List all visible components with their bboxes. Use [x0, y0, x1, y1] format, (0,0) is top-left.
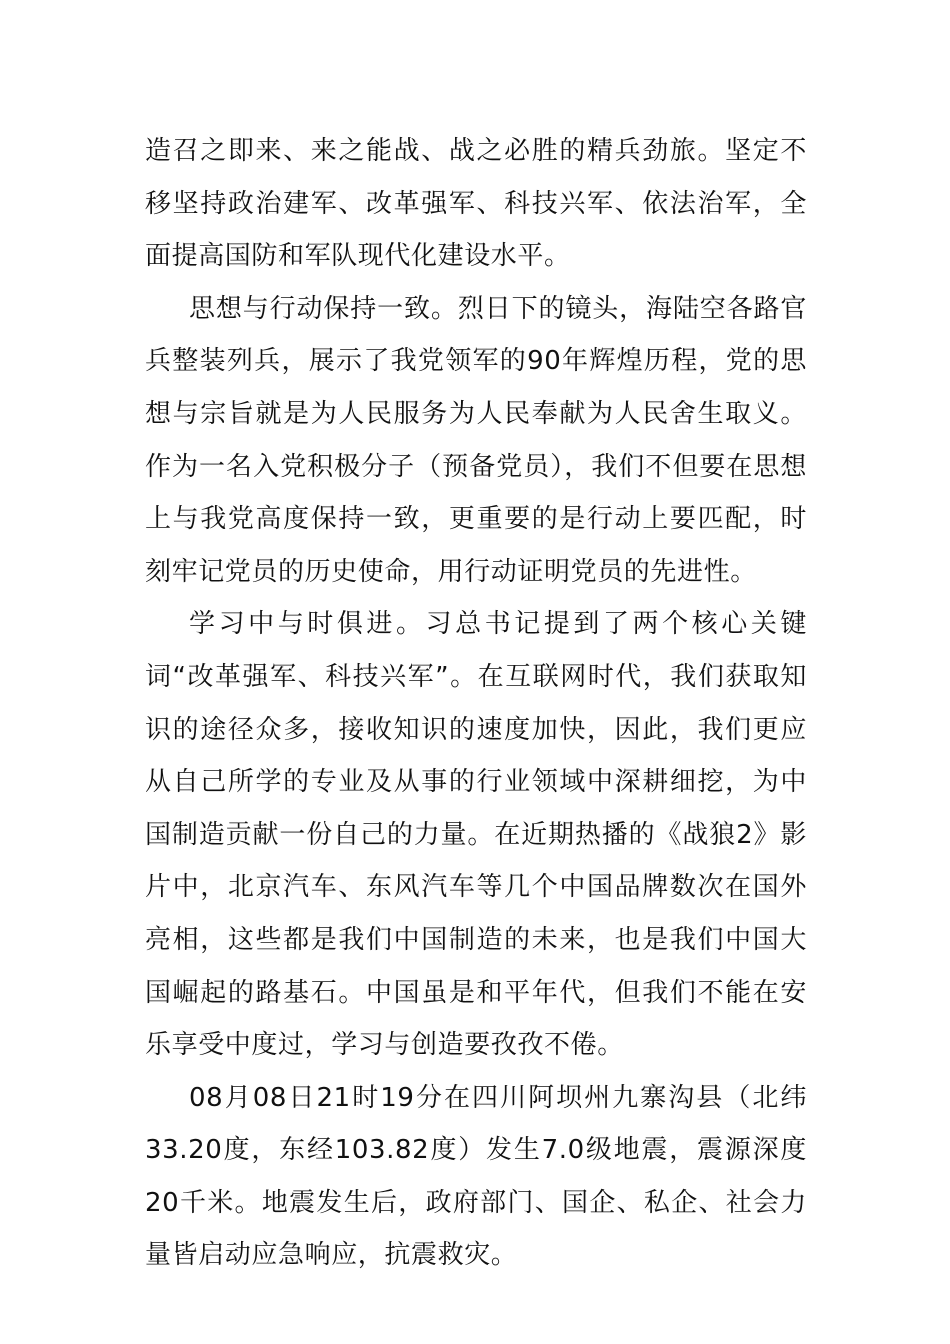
paragraph-earthquake-report: 08月08日21时19分在四川阿坝州九寨沟县（北纬33.20度，东经103.82度）发生7.0级地震，震源深度20千米。地震发生后，政府部门、国企、私企、社会力量皆启动应急响应，抗震救灾。: [145, 1082, 807, 1271]
paragraph-thought-and-action: 思想与行动保持一致。烈日下的镜头，海陆空各路官兵整装列兵，展示了我党领军的90年辉煌历程，党的思想与宗旨就是为人民服务为人民奉献为人民舍生取义。作为一名入党积极分子（预备党员），我们不但要在思想上与我党高度保持一致，更重要的是行动上要匹配，时刻牢记党员的历史使命，用行动证明党员的先进性。: [145, 293, 807, 587]
document-body: [145, 125, 807, 1282]
paragraph-keep-pace-with-times: 学习中与时俱进。习总书记提到了两个核心关键词“改革强军、科技兴军”。在互联网时代，我们获取知识的途径众多，接收知识的速度加快，因此，我们更应从自己所学的专业及从事的行业领域中深耕细挖，为中国制造贡献一份自己的力量。在近期热播的《战狼2》影片中，北京汽车、东风汽车等几个中国品牌数次在国外亮相，这些都是我们中国制造的未来，也是我们中国大国崛起的路基石。中国虽是和平年代，但我们不能在安乐享受中度过，学习与创造要孜孜不倦。: [145, 609, 807, 1061]
paragraph-continuation: 造召之即来、来之能战、战之必胜的精兵劲旅。坚定不移坚持政治建军、改革强军、科技兴军、依法治军，全面提高国防和军队现代化建设水平。: [145, 136, 807, 272]
